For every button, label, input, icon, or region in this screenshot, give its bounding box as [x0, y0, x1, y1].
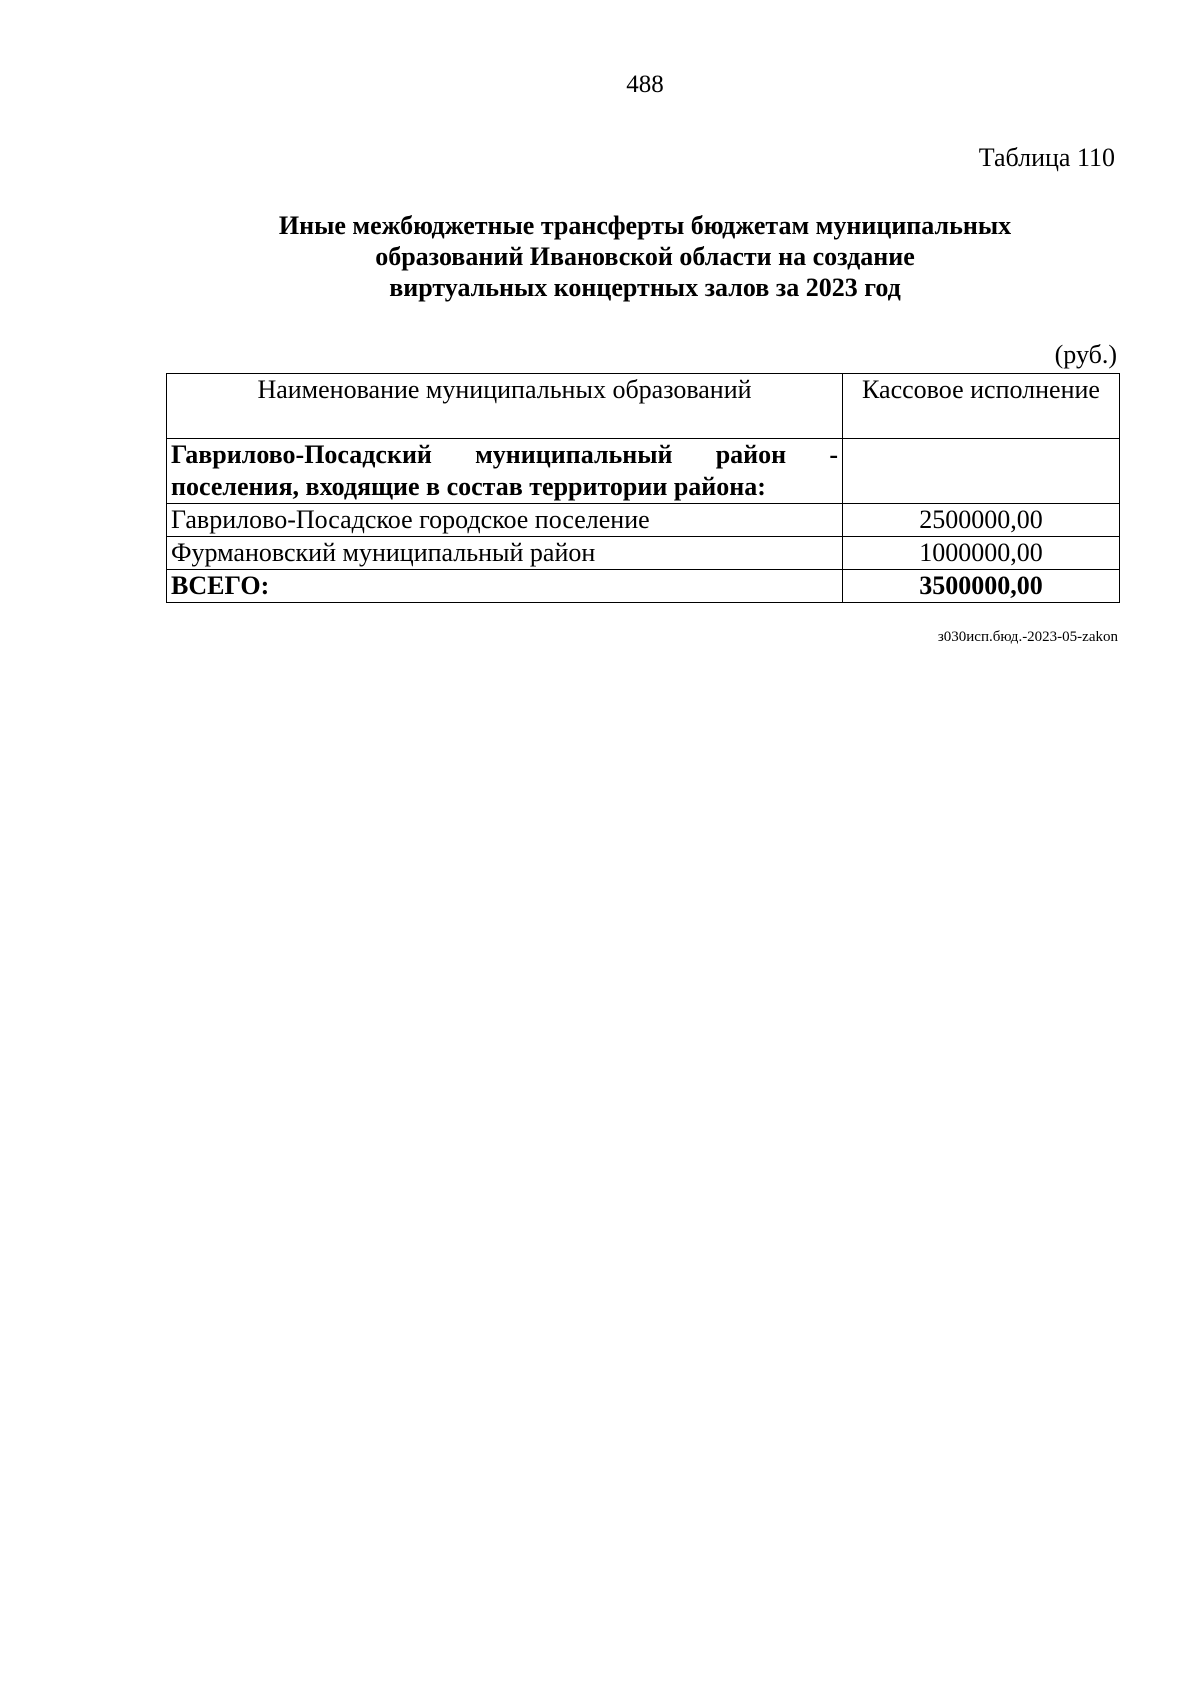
group-row: [167, 439, 1120, 504]
header-row: [167, 374, 1120, 439]
row-value: 1000000,00: [843, 537, 1120, 570]
title-line-2: образований Ивановской области на создание: [375, 242, 915, 271]
table-label: Таблица 110: [978, 143, 1115, 172]
unit-label: (руб.): [1054, 340, 1117, 369]
header-value: Кассовое исполнение: [843, 374, 1120, 439]
total-row: [167, 570, 1120, 603]
table-row: [167, 537, 1120, 570]
title-line-3: виртуальных концертных залов за 2023 год: [389, 273, 901, 302]
document-title: [150, 210, 1140, 303]
header-name: Наименование муниципальных образований: [167, 374, 843, 439]
total-name: ВСЕГО:: [167, 570, 843, 603]
page-number: 488: [626, 71, 664, 98]
group-name: [167, 439, 843, 504]
row-name: Гаврилово-Посадское городское поселение: [167, 504, 843, 537]
group-name-line-2: поселения, входящие в состав территории района:: [171, 472, 766, 501]
group-value: [843, 439, 1120, 504]
group-name-line-1: Гаврилово-Посадский муниципальный район -: [171, 440, 838, 469]
total-value: 3500000,00: [843, 570, 1120, 603]
table-row: [167, 504, 1120, 537]
document-code: з030исп.бюд.-2023-05-zakon: [937, 629, 1118, 645]
title-line-1: Иные межбюджетные трансферты бюджетам муниципальных: [278, 211, 1012, 240]
row-name: Фурмановский муниципальный район: [167, 537, 843, 570]
transfers-table: [166, 373, 1120, 603]
row-value: 2500000,00: [843, 504, 1120, 537]
